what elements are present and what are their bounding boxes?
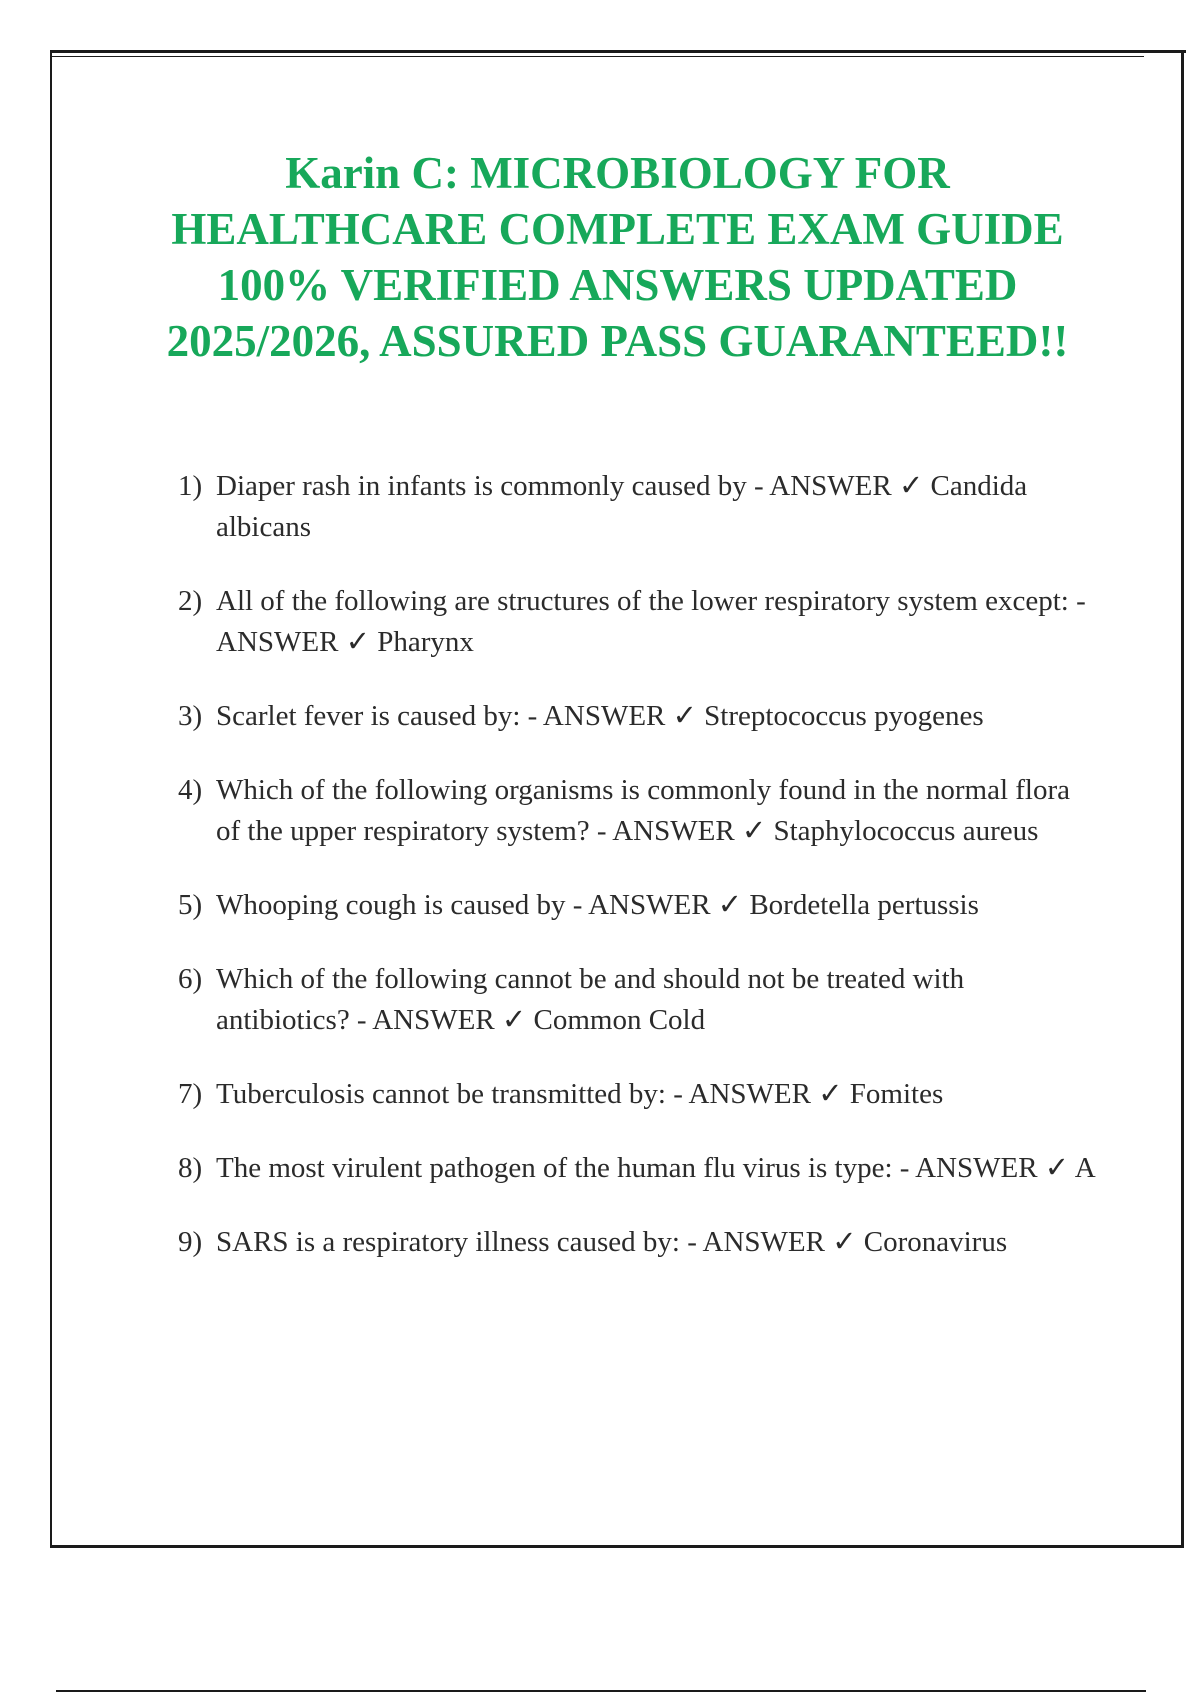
- question-number: 7): [178, 1078, 203, 1110]
- next-page-top-rule: [56, 1690, 1146, 1692]
- question-list: [178, 466, 1098, 1296]
- question-item: [178, 959, 1098, 1041]
- question-number: 1): [178, 470, 203, 502]
- question-text: Tuberculosis cannot be transmitted by: - ANSWER ✓ Fomites: [216, 1078, 944, 1110]
- question-text: Which of the following cannot be and should not be treated with antibiotics? - ANSWER ✓ Common Cold: [216, 963, 965, 1036]
- question-text: All of the following are structures of the lower respiratory system except: - ANSWER ✓ Pharynx: [216, 585, 1086, 658]
- question-number: 3): [178, 700, 203, 732]
- question-item: [178, 770, 1098, 852]
- question-item: [178, 581, 1098, 663]
- question-item: [178, 885, 1098, 926]
- question-number: 9): [178, 1226, 203, 1258]
- question-text: Diaper rash in infants is commonly caused by - ANSWER ✓ Candida albicans: [216, 470, 1028, 543]
- question-item: [178, 466, 1098, 548]
- question-item: [178, 1222, 1098, 1263]
- question-text: Whooping cough is caused by - ANSWER ✓ Bordetella pertussis: [216, 889, 979, 921]
- question-number: 8): [178, 1152, 203, 1184]
- question-number: 4): [178, 774, 203, 806]
- document-title: Karin C: MICROBIOLOGY FOR HEALTHCARE COMPLETE EXAM GUIDE 100% VERIFIED ANSWERS UPDATED 2025/2026, ASSURED PASS GUARANTEED!!: [166, 148, 1069, 366]
- question-text: The most virulent pathogen of the human flu virus is type: - ANSWER ✓ A: [216, 1152, 1096, 1184]
- question-item: [178, 1074, 1098, 1115]
- question-item: [178, 696, 1098, 737]
- question-number: 5): [178, 889, 203, 921]
- question-number: 2): [178, 585, 203, 617]
- question-item: [178, 1148, 1098, 1189]
- question-number: 6): [178, 963, 203, 995]
- question-text: SARS is a respiratory illness caused by: - ANSWER ✓ Coronavirus: [216, 1226, 1008, 1258]
- question-text: Which of the following organisms is commonly found in the normal flora of the upper respiratory system? - ANSWER ✓ Staphylococcus aureus: [216, 774, 1071, 847]
- question-text: Scarlet fever is caused by: - ANSWER ✓ Streptococcus pyogenes: [216, 700, 984, 732]
